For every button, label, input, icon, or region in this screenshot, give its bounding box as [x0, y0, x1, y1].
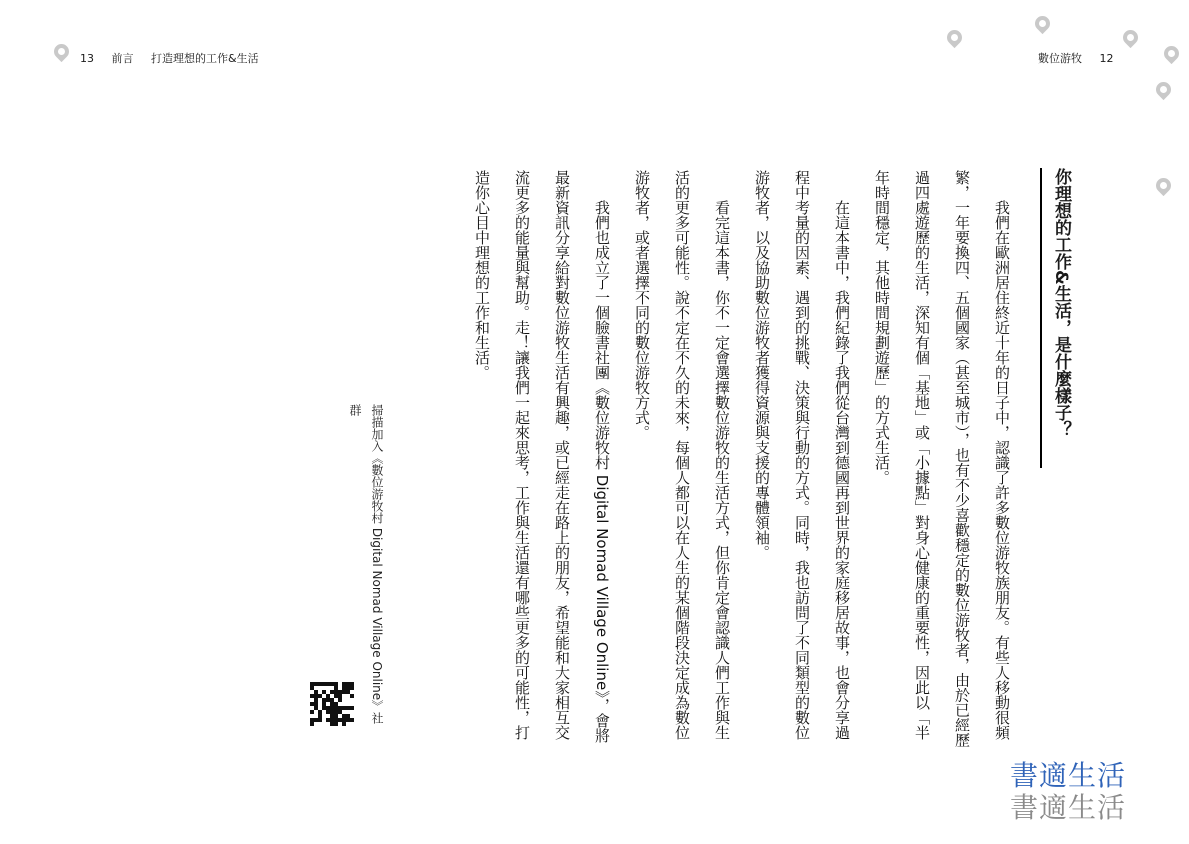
map-pin-icon	[944, 27, 965, 48]
body-text	[412, 170, 1022, 750]
page-number-right: 12	[1099, 52, 1114, 65]
map-pin-icon	[1153, 79, 1174, 100]
watermark-bottom: 書適生活	[1010, 791, 1127, 824]
watermark-top: 書適生活	[1010, 759, 1127, 792]
paragraph: 看完這本書，你不一定會選擇數位游牧的生活方式，但你肯定會認識人們工作與生活的更多可能性。說不定在不久的未來，每個人都可以在人生的某個階段決定成為數位游牧者，或者選擇不同的數位游牧方式。	[633, 170, 731, 740]
book-title: 數位游牧	[1038, 52, 1082, 65]
header-left	[80, 50, 273, 66]
section-label: 前言	[111, 52, 134, 65]
chapter-title: 打造理想的工作&生活	[151, 52, 259, 65]
map-pin-icon	[1032, 13, 1053, 34]
paragraph: 我們在歐洲居住終近十年的日子中，認識了許多數位游牧族朋友。有些人移動很頻繁，一年要換四、五個國家（甚至城市），也有不少喜歡穩定的數位游牧者，由於已經歷過四處遊歷的生活，深知有個「基地」或「小據點」對身心健康的重要性，因此以「半年時間穩定，其他時間規劃遊歷」的方式生活。	[873, 170, 1011, 748]
map-pin-icon	[1120, 27, 1141, 48]
qr-code-icon[interactable]	[310, 682, 354, 726]
map-pin-icon	[51, 41, 72, 62]
section-heading: 你理想的工作&生活，是什麼樣子？	[1040, 168, 1076, 468]
map-pin-icon	[1161, 43, 1182, 64]
paragraph: 我們也成立了一個臉書社團《數位游牧村 Digital Nomad Village Online》，會將最新資訊分享給對數位游牧生活有興趣，或已經走在路上的朋友，希望能和大家相互交流更多的能量與幫助。走！讓我們一起來思考，工作與生活還有哪些更多的可能性，打造你心目中理想的工作和生活。	[473, 170, 611, 743]
map-pin-icon	[1153, 175, 1174, 196]
header-right	[1038, 50, 1128, 66]
qr-caption: 掃描加入《數位游牧村 Digital Nomad Village Online》社群	[348, 404, 384, 725]
paragraph: 在這本書中，我們紀錄了我們從台灣到德國再到世界的家庭移居故事，也會分享過程中考量的因素、遇到的挑戰、決策與行動的方式。同時，我也訪問了不同類型的數位游牧者，以及協助數位游牧者獲得資源與支援的專體領袖。	[753, 170, 851, 740]
page-number-left: 13	[80, 52, 94, 65]
